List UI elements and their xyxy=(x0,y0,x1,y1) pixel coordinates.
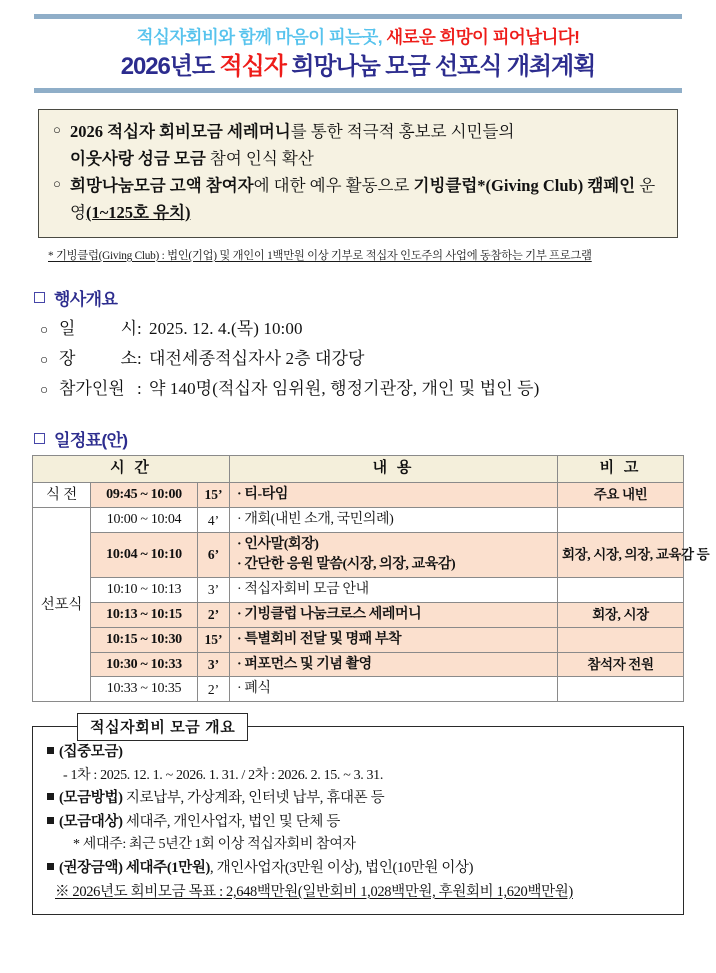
overview-label-b: 소 xyxy=(120,348,137,368)
square-bullet-filled-icon xyxy=(47,793,54,800)
column-header-note: 비 고 xyxy=(558,456,684,482)
table-row xyxy=(33,602,684,627)
square-bullet-icon xyxy=(34,433,45,444)
list-item xyxy=(40,344,716,374)
summary-row-3-bold: (모금대상) xyxy=(59,813,123,830)
overview-label-b: 시 xyxy=(120,318,137,338)
summary-row xyxy=(47,857,673,880)
circle-bullet-icon: ○ xyxy=(40,382,49,398)
title-line-2 xyxy=(0,51,716,82)
cell-content xyxy=(230,602,558,627)
overview-value-datetime: 2025. 12. 4.(목) 10:00 xyxy=(149,318,303,338)
cell-note xyxy=(558,677,684,702)
content-line: · 적십자회비 모금 안내 xyxy=(237,581,369,597)
cell-note: 참석자 전원 xyxy=(558,652,684,677)
content-line: · 간단한 응원 말씀(시장, 의장, 교육감) xyxy=(237,557,456,573)
content-line: · 폐식 xyxy=(237,681,271,697)
overview-colon: : xyxy=(137,318,142,338)
table-row xyxy=(33,652,684,677)
overview-colon: : xyxy=(137,348,142,368)
summary-row xyxy=(47,811,673,834)
cell-time: 10:15 ~ 10:30 xyxy=(91,627,198,652)
giving-club-footnote: * 기빙클럽(Giving Club) : 법인(기업) 및 개인이 1백만원 이상 기부로 적십자 인도주의 사업에 동참하는 기부 프로그램 xyxy=(48,249,592,262)
square-bullet-icon xyxy=(34,292,45,303)
section-heading-schedule xyxy=(34,426,716,451)
content-line: · 티-타임 xyxy=(237,487,289,503)
summary-row-2-bold: (모금방법) xyxy=(59,790,123,807)
cell-time: 10:30 ~ 10:33 xyxy=(91,652,198,677)
summary-row-0-bold: (집중모금) xyxy=(59,744,123,761)
content-line: · 퍼포먼스 및 기념 촬영 xyxy=(237,656,372,672)
purpose-2-bold-2: 기빙클럽*(Giving Club) 캠페인 xyxy=(413,176,636,196)
cell-duration: 4’ xyxy=(198,508,230,533)
summary-box-legend: 적십자회비 모금 개요 xyxy=(77,713,248,741)
purpose-box xyxy=(38,109,678,238)
overview-label-a: 일 xyxy=(59,318,76,338)
table-row xyxy=(33,627,684,652)
title-line-1 xyxy=(0,26,716,50)
note-text: 회장, 시장, 의장, 교육감 등 xyxy=(562,547,710,563)
cell-content xyxy=(230,508,558,533)
section-heading-schedule-label: 일정표(안) xyxy=(54,431,128,451)
cell-content xyxy=(230,677,558,702)
overview-label xyxy=(59,344,137,374)
purpose-2-plain-1: 에 대한 예우 활동으로 xyxy=(253,176,414,196)
cell-time: 10:13 ~ 10:15 xyxy=(91,602,198,627)
cell-time: 10:33 ~ 10:35 xyxy=(91,677,198,702)
summary-row xyxy=(47,787,673,810)
summary-goal-note: ※ 2026년도 회비모금 목표 : 2,648백만원(일반회비 1,028백만원, 후원회비 1,620백만원) xyxy=(55,883,573,900)
summary-row-3-plain: 세대주, 개인사업자, 법인 및 단체 등 xyxy=(122,813,340,830)
summary-row-2-plain: 지로납부, 가상계좌, 인터넷 납부, 휴대폰 등 xyxy=(122,790,385,807)
cell-time: 10:00 ~ 10:04 xyxy=(91,508,198,533)
title-line-2-part3: 희망나눔 모금 선포식 개최계획 xyxy=(291,52,596,80)
cell-time: 10:04 ~ 10:10 xyxy=(91,533,198,578)
summary-row xyxy=(47,834,673,857)
content-line: · 인사말(회장) xyxy=(237,537,319,553)
schedule-table xyxy=(32,455,710,702)
overview-label xyxy=(59,314,137,344)
title-line-1-part2: 새로운 희망이 피어납니다! xyxy=(386,27,580,47)
column-header-time: 시 간 xyxy=(33,456,230,482)
cell-duration: 15’ xyxy=(198,482,230,508)
cell-note: 회장, 시장 xyxy=(558,602,684,627)
purpose-1-bold-1: 2026 적십자 회비모금 세레머니 xyxy=(70,121,291,141)
summary-row-5-plain: , 개인사업자(3만원 이상), 법인(10만원 이상) xyxy=(210,860,474,877)
purpose-2-plain-2: 운영 xyxy=(70,176,656,222)
cell-duration: 6’ xyxy=(198,533,230,578)
cell-note xyxy=(558,627,684,652)
schedule-table-wrapper xyxy=(32,455,710,702)
purpose-2-bold-1: 희망나눔모금 고액 참여자 xyxy=(70,176,254,196)
section-label-pre-event: 식 전 xyxy=(33,482,91,508)
circle-bullet-icon: ○ xyxy=(53,176,61,192)
summary-row xyxy=(47,741,673,764)
purpose-1-bold-2: 이웃사랑 성금 모금 xyxy=(70,148,206,168)
summary-row-1-plain: - 1차 : 2025. 12. 1. ~ 2026. 1. 31. / 2차 : 2026. 2. 15. ~ 3. 31. xyxy=(63,767,383,783)
purpose-item xyxy=(53,119,663,172)
square-bullet-filled-icon xyxy=(47,863,54,870)
overview-label-a: 장 xyxy=(59,348,76,368)
cell-content xyxy=(230,577,558,602)
title-line-2-part2: 적십자 xyxy=(219,52,286,80)
cell-note xyxy=(558,533,710,578)
content-line: · 특별회비 전달 및 명패 부착 xyxy=(237,631,402,647)
table-row xyxy=(33,677,684,702)
purpose-1-plain-2: 참여 인식 확산 xyxy=(205,148,314,168)
title-line-2-part1: 2026년도 xyxy=(120,52,214,80)
cell-note xyxy=(558,508,684,533)
table-row xyxy=(33,533,684,578)
list-item xyxy=(40,374,716,404)
section-heading-overview-label: 행사개요 xyxy=(54,289,118,309)
overview-list xyxy=(40,314,716,405)
table-row xyxy=(33,482,684,508)
square-bullet-filled-icon xyxy=(47,817,54,824)
fundraising-summary-box xyxy=(32,719,684,915)
overview-label xyxy=(59,374,137,404)
circle-bullet-icon: ○ xyxy=(40,351,49,367)
square-bullet-filled-icon xyxy=(47,747,54,754)
overview-label-a: 참가인원 xyxy=(59,379,125,399)
content-line: · 개회(내빈 소개, 국민의례) xyxy=(237,512,394,528)
list-item xyxy=(40,314,716,344)
title-line-1-part1: 적십자회비와 함께 마음이 피는곳, xyxy=(136,27,382,47)
section-heading-overview xyxy=(34,285,716,310)
overview-colon: : xyxy=(137,379,142,399)
table-row xyxy=(33,577,684,602)
circle-bullet-icon: ○ xyxy=(53,121,61,137)
summary-row-4-plain: * 세대주: 최근 5년간 1회 이상 적십자회비 참여자 xyxy=(73,837,356,853)
column-header-content: 내 용 xyxy=(230,456,558,482)
cell-content xyxy=(230,533,558,578)
table-header-row xyxy=(33,456,684,482)
cell-duration: 3’ xyxy=(198,652,230,677)
title-rule-bottom xyxy=(34,88,682,93)
purpose-item xyxy=(53,173,663,226)
purpose-2-underlined: (1~125호 유치) xyxy=(85,202,191,222)
purpose-item-text xyxy=(70,173,663,226)
cell-content xyxy=(230,652,558,677)
circle-bullet-icon: ○ xyxy=(40,321,49,337)
cell-duration: 2’ xyxy=(198,602,230,627)
title-text-group xyxy=(0,19,716,82)
table-row xyxy=(33,508,684,533)
overview-value-venue: 대전세종적십자사 2층 대강당 xyxy=(149,348,365,368)
purpose-1-plain-1: 를 통한 적극적 홍보로 시민들의 xyxy=(290,121,515,141)
cell-content xyxy=(230,482,558,508)
cell-content xyxy=(230,627,558,652)
cell-duration: 3’ xyxy=(198,577,230,602)
cell-time: 09:45 ~ 10:00 xyxy=(91,482,198,508)
purpose-item-text xyxy=(70,119,663,172)
content-line: · 기빙클럽 나눔크로스 세레머니 xyxy=(237,606,422,622)
cell-duration: 15’ xyxy=(198,627,230,652)
cell-time: 10:10 ~ 10:13 xyxy=(91,577,198,602)
document-title-block xyxy=(0,0,716,93)
cell-duration: 2’ xyxy=(198,677,230,702)
summary-row xyxy=(47,765,673,788)
cell-note: 주요 내빈 xyxy=(558,482,684,508)
section-label-ceremony: 선포식 xyxy=(33,508,91,702)
summary-row-5-bold: (권장금액) 세대주(1만원) xyxy=(59,860,211,877)
cell-note xyxy=(558,577,684,602)
overview-value-attendance: 약 140명(적십자 임위원, 행정기관장, 개인 및 법인 등) xyxy=(149,379,540,399)
